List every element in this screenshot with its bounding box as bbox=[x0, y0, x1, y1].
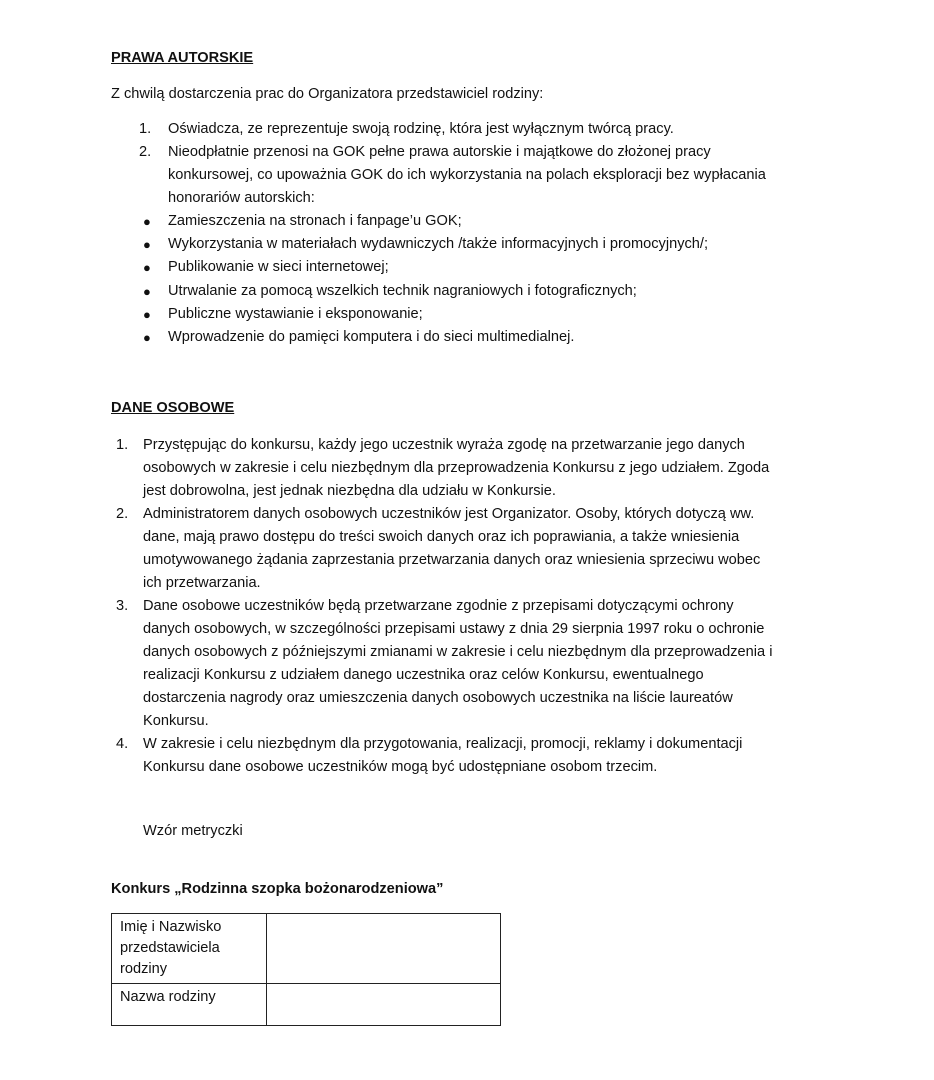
table-row bbox=[112, 984, 501, 1026]
bullet-icon: ● bbox=[143, 237, 151, 252]
list-item-line: dane, mają prawo dostępu do treści swoich danych oraz ich poprawiania, a także wniesienia bbox=[143, 529, 740, 545]
sample-label: Wzór metryczki bbox=[143, 823, 243, 839]
bullet-icon: ● bbox=[143, 307, 151, 322]
list-item: Zamieszczenia na stronach i fanpage’u GOK; bbox=[168, 213, 462, 229]
list-item-line: realizacji Konkursu z udziałem danego uczestnika oraz celów Konkursu, ewentualnego bbox=[143, 667, 704, 683]
list-item-line: Administratorem danych osobowych uczestników jest Organizator. Osoby, których dotyczą ww. bbox=[143, 506, 755, 522]
personal-data-heading: DANE OSOBOWE bbox=[111, 400, 235, 416]
table-row bbox=[112, 914, 501, 984]
list-item-line: jest dobrowolna, jest jednak niezbędna dla udziału w Konkursie. bbox=[143, 483, 556, 499]
list-item: Wprowadzenie do pamięci komputera i do sieci multimedialnej. bbox=[168, 329, 575, 345]
list-item-line: konkursowej, co upoważnia GOK do ich wykorzystania na polach eksploracji bez wypłacania bbox=[168, 167, 766, 183]
list-number: 1. bbox=[116, 437, 129, 453]
form-value-family[interactable] bbox=[267, 984, 501, 1026]
list-item-line: Nieodpłatnie przenosi na GOK pełne prawa autorskie i majątkowe do złożonej pracy bbox=[168, 144, 711, 160]
bullet-icon: ● bbox=[143, 260, 151, 275]
bullet-icon: ● bbox=[143, 330, 151, 345]
list-item-line: danych osobowych, w szczególności przepisami ustawy z dnia 29 sierpnia 1997 roku o ochronie bbox=[143, 621, 765, 637]
list-item-line: Dane osobowe uczestników będą przetwarzane zgodnie z przepisami dotyczącymi ochrony bbox=[143, 598, 734, 614]
form-value-name[interactable] bbox=[267, 914, 501, 984]
list-item-line: Przystępując do konkursu, każdy jego uczestnik wyraża zgodę na przetwarzanie jego danych bbox=[143, 437, 745, 453]
copyright-intro: Z chwilą dostarczenia prac do Organizatora przedstawiciel rodziny: bbox=[111, 86, 544, 102]
list-item-line: umotywowanego żądania zaprzestania przetwarzania danych oraz wniesienia sprzeciwu wobec bbox=[143, 552, 761, 568]
bullet-icon: ● bbox=[143, 214, 151, 229]
form-label-name: Imię i Nazwisko przedstawiciela rodziny bbox=[112, 914, 267, 984]
list-item-line: osobowych w zakresie i celu niezbędnym dla przeprowadzenia Konkursu z jego udziałem. Zgoda bbox=[143, 460, 770, 476]
list-item: Utrwalanie za pomocą wszelkich technik nagraniowych i fotograficznych; bbox=[168, 283, 637, 299]
list-item: Publiczne wystawianie i eksponowanie; bbox=[168, 306, 423, 322]
list-number: 4. bbox=[116, 736, 129, 752]
list-item-line: dostarczenia nagrody oraz umieszczenia danych osobowych uczestnika na liście laureatów bbox=[143, 690, 733, 706]
entry-form-table bbox=[111, 913, 501, 1026]
list-item-line: W zakresie i celu niezbędnym dla przygotowania, realizacji, promocji, reklamy i dokumentacji bbox=[143, 736, 743, 752]
copyright-heading: PRAWA AUTORSKIE bbox=[111, 50, 254, 66]
contest-title: Konkurs „Rodzinna szopka bożonarodzeniowa” bbox=[111, 881, 444, 897]
bullet-icon: ● bbox=[143, 284, 151, 299]
list-number: 3. bbox=[116, 598, 129, 614]
list-item: Publikowanie w sieci internetowej; bbox=[168, 259, 389, 275]
list-item-line: Konkursu dane osobowe uczestników mogą być udostępniane osobom trzecim. bbox=[143, 759, 658, 775]
list-item-line: ich przetwarzania. bbox=[143, 575, 261, 591]
form-label-family: Nazwa rodziny bbox=[112, 984, 267, 1026]
list-number: 1. bbox=[139, 121, 152, 137]
list-item-line: honorariów autorskich: bbox=[168, 190, 315, 206]
list-number: 2. bbox=[139, 144, 152, 160]
list-number: 2. bbox=[116, 506, 129, 522]
list-item-line: Oświadcza, ze reprezentuje swoją rodzinę, która jest wyłącznym twórcą pracy. bbox=[168, 121, 674, 137]
list-item-line: danych osobowych z późniejszymi zmianami w zakresie i celu niezbędnym dla przeprowadzenia i bbox=[143, 644, 773, 660]
list-item-line: Konkursu. bbox=[143, 713, 209, 729]
list-item: Wykorzystania w materiałach wydawniczych /także informacyjnych i promocyjnych/; bbox=[168, 236, 709, 252]
